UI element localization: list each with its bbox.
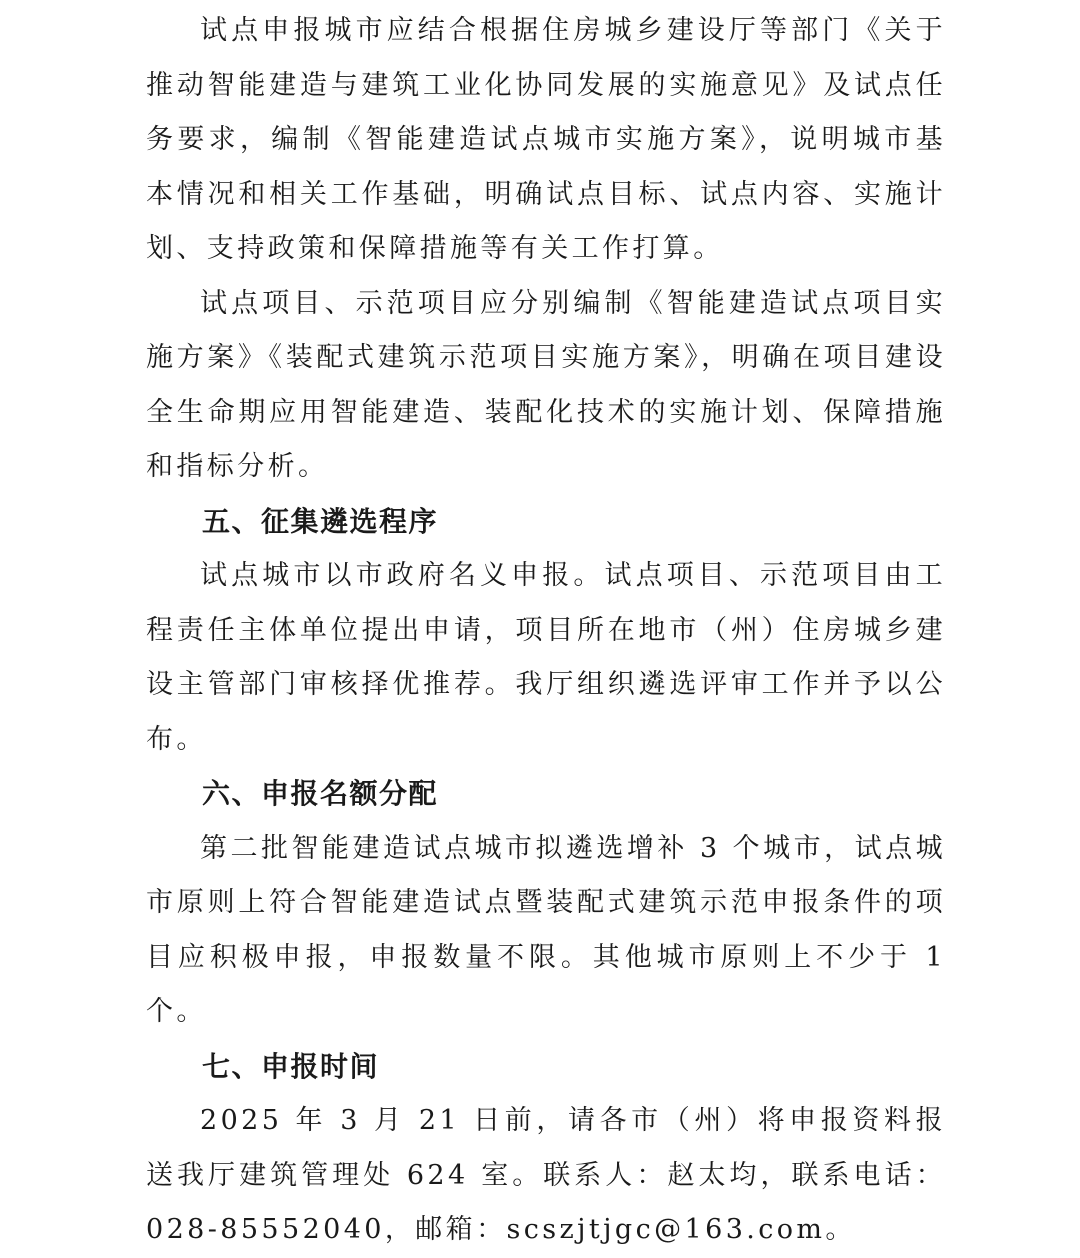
section-heading-selection-procedure: 五、征集遴选程序 xyxy=(202,504,439,538)
paragraph-quota-allocation: 第二批智能建造试点城市拟遴选增补 3 个城市，试点城市原则上符合智能建造试点暨装配式建筑示范申报条件的项目应积极申报，申报数量不限。其他城市原则上不少于 1 个。 xyxy=(146,832,946,1027)
paragraph-selection-procedure: 试点城市以市政府名义申报。试点项目、示范项目由工程责任主体单位提出申请，项目所在地市（州）住房城乡建设主管部门审核择优推荐。我厅组织遴选评审工作并予以公布。 xyxy=(146,560,946,755)
paragraph-pilot-project-plan: 试点项目、示范项目应分别编制《智能建造试点项目实施方案》《装配式建筑示范项目实施方案》，明确在项目建设全生命期应用智能建造、装配化技术的实施计划、保障措施和指标分析。 xyxy=(146,287,946,482)
paragraph-application-deadline: 2025 年 3 月 21 日前，请各市（州）将申报资料报送我厅建筑管理处 624 室。联系人：赵太均，联系电话：028-85552040，邮箱：scszjtjgc@163.com。 xyxy=(146,1105,946,1245)
document-page xyxy=(146,4,946,1258)
paragraph-pilot-city-plan: 试点申报城市应结合根据住房城乡建设厅等部门《关于推动智能建造与建筑工业化协同发展的实施意见》及试点任务要求，编制《智能建造试点城市实施方案》，说明城市基本情况和相关工作基础，明确试点目标、试点内容、实施计划、支持政策和保障措施等有关工作打算。 xyxy=(146,15,946,264)
section-heading-application-deadline: 七、申报时间 xyxy=(202,1049,380,1083)
section-heading-quota-allocation: 六、申报名额分配 xyxy=(202,777,439,810)
